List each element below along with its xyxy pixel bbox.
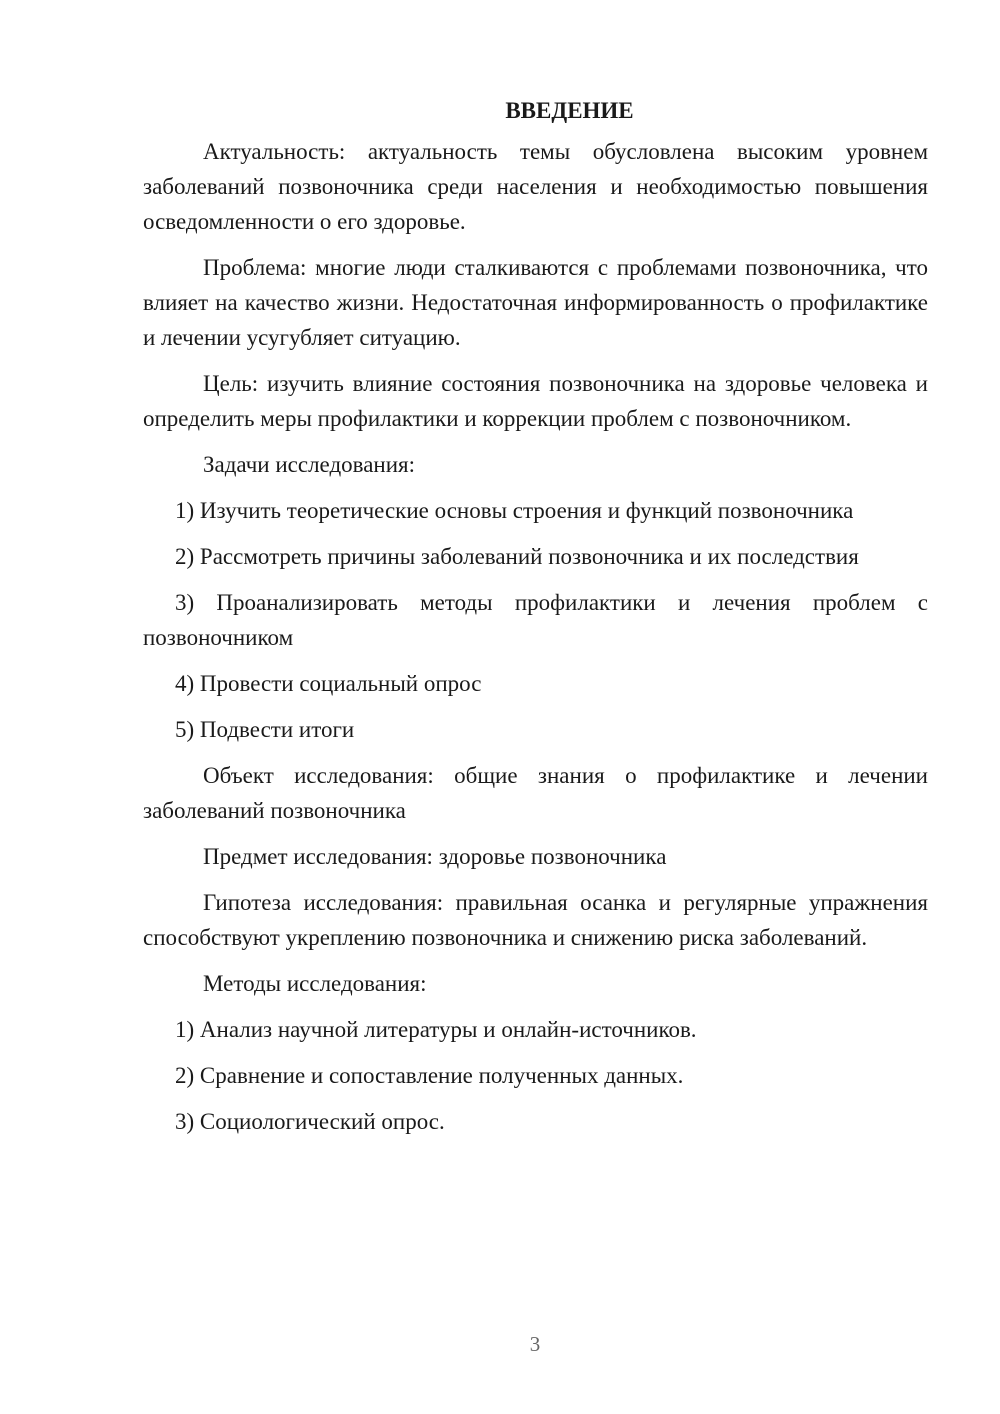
task-item: 4) Провести социальный опрос — [175, 671, 482, 696]
subject-paragraph: Предмет исследования: здоровье позвоночника — [203, 844, 667, 869]
method-item: 3) Социологический опрос. — [175, 1109, 445, 1134]
goal-paragraph: Цель: изучить влияние состояния позвоночника на здоровье человека и определить меры профилактики и коррекции проблем с позвоночником. — [143, 371, 928, 431]
hypothesis-paragraph: Гипотеза исследования: правильная осанка и регулярные упражнения способствуют укреплению позвоночника и снижению риска заболеваний. — [143, 890, 928, 950]
tasks-heading: Задачи исследования: — [203, 452, 416, 477]
task-item: 3) Проанализировать методы профилактики и лечения проблем с позвоночником — [143, 590, 928, 650]
object-paragraph: Объект исследования: общие знания о профилактике и лечении заболеваний позвоночника — [143, 763, 928, 823]
task-item: 5) Подвести итоги — [175, 717, 355, 742]
methods-heading: Методы исследования: — [203, 971, 427, 996]
problem-paragraph: Проблема: многие люди сталкиваются с проблемами позвоночника, что влияет на качество жизни. Недостаточная информированность о профилактике и лечении усугубляет ситуацию. — [143, 255, 928, 350]
method-item: 2) Сравнение и сопоставление полученных данных. — [175, 1063, 684, 1088]
method-item: 1) Анализ научной литературы и онлайн-источников. — [175, 1017, 697, 1042]
task-item: 1) Изучить теоретические основы строения и функций позвоночника — [175, 498, 854, 523]
document-body — [143, 93, 928, 1150]
relevance-paragraph: Актуальность: актуальность темы обусловлена высоким уровнем заболеваний позвоночника среди населения и необходимостью повышения осведомленности о его здоровье. — [143, 139, 928, 234]
task-item: 2) Рассмотреть причины заболеваний позвоночника и их последствия — [175, 544, 859, 569]
page-number: 3 — [529, 1332, 541, 1356]
section-title: ВВЕДЕНИЕ — [505, 98, 634, 123]
